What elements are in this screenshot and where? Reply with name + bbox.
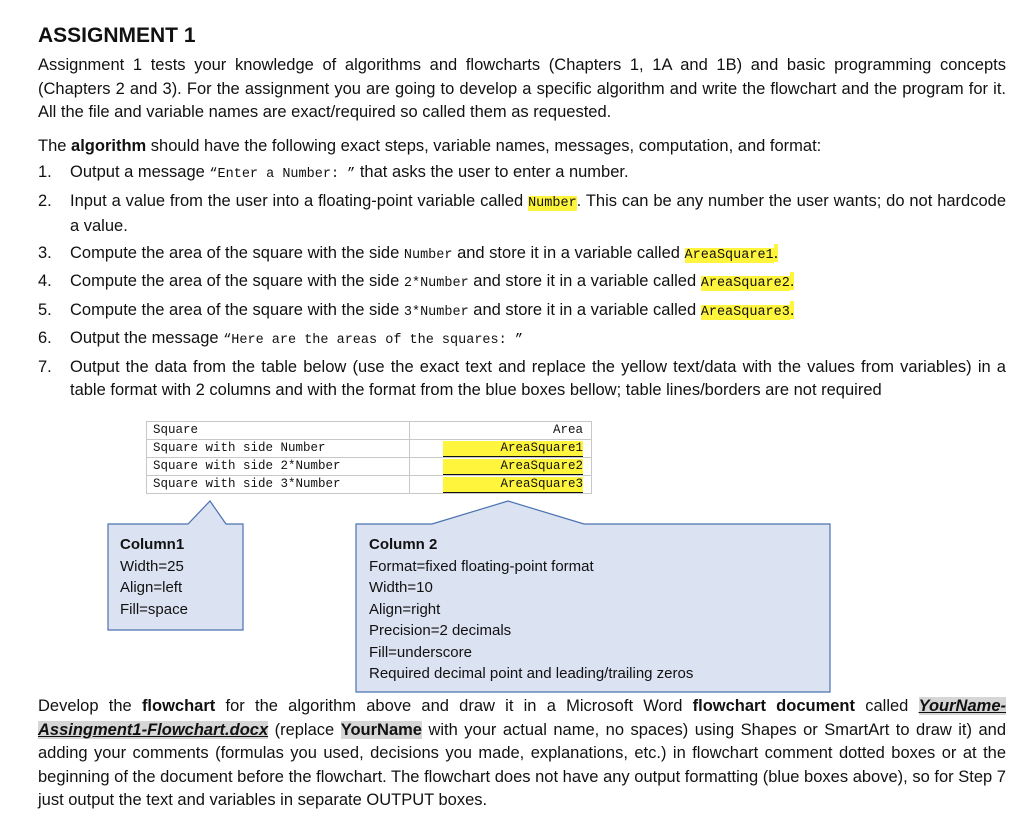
value-placeholder: AreaSquare3: [443, 477, 583, 493]
variable-number-highlight: Number: [528, 195, 577, 211]
table-header-square: Square: [147, 422, 410, 440]
step-number: 2.: [38, 191, 52, 210]
step-code: 3*Number: [403, 304, 469, 320]
column1-line: Fill=space: [120, 600, 188, 618]
table-cell-value: [410, 440, 592, 458]
step-number: 1.: [38, 163, 52, 181]
table-cell-label: Square with side 2*Number: [147, 458, 410, 476]
table-row: [147, 476, 592, 494]
step-code: “Here are the areas of the squares: ”: [223, 333, 523, 348]
step-text: Compute the area of the square with the side: [70, 272, 404, 290]
step-code: “Enter a Number: ”: [209, 167, 356, 182]
step-text: Output a message: [70, 163, 210, 181]
final-text: with your actual name, no spaces) using Shapes or SmartArt to draw it) and adding your comments (formulas you used, decisions you made, explanations, etc.) in flowchart comment dotted boxes or at the beginning of the document before the flowchart. The flowchart does not have any output formatting (blue boxes above), so for Step 7 just output the text and variables in separate OUTPUT boxes.: [38, 720, 1007, 809]
final-bold: flowchart: [141, 697, 216, 715]
column1-title: Column1: [120, 536, 185, 553]
step-number: 7.: [38, 357, 52, 376]
column2-line: Align=right: [369, 600, 441, 618]
variable-areasquare1-highlight: AreaSquare1: [684, 247, 774, 263]
column2-callout-text: [369, 534, 693, 685]
algo-lead-bold: algorithm: [71, 137, 147, 155]
step-code: Number: [403, 247, 453, 263]
algo-lead-post: should have the following exact steps, variable names, messages, computation, and format:: [146, 137, 822, 155]
value-placeholder: AreaSquare1: [443, 441, 583, 457]
step-text: Compute the area of the square with the side: [70, 300, 404, 319]
value-placeholder: AreaSquare2: [443, 459, 583, 475]
table-cell-value: [410, 476, 592, 494]
column2-title: Column 2: [369, 536, 438, 553]
table-cell-value: [410, 458, 592, 476]
step-number: 5.: [38, 300, 52, 319]
filename: YourName-Assingment1-Flowchart.docx: [38, 697, 1006, 739]
column1-line: Align=left: [120, 579, 183, 596]
step-code: 2*Number: [403, 276, 469, 291]
column1-line: Width=25: [120, 557, 184, 575]
variable-areasquare2-highlight: AreaSquare2: [700, 276, 790, 291]
column2-line: Width=10: [369, 579, 433, 596]
step-text: that asks the user to enter a number.: [355, 163, 629, 181]
step-text: Input a value from the user into a floating-point variable called: [70, 191, 529, 210]
step-text: Compute the area of the square with the side: [70, 243, 404, 262]
table-cell-label: Square with side Number: [147, 440, 410, 458]
sample-output-table: [146, 421, 592, 494]
step-text: and store it in a variable called: [452, 243, 685, 262]
intro-paragraph: Assignment 1 tests your knowledge of algorithms and flowcharts (Chapters 1, 1A and 1B) and basic programming concepts (Chapters 2 and 3). For the assignment you are going to develop a specific algorithm and write the flowchart and the program for it. All the file and variable names are exact/required so called them as requested.: [38, 56, 1006, 121]
column1-callout-text: [120, 534, 188, 620]
step-text: Output the message: [70, 329, 224, 347]
final-bold: flowchart document: [692, 697, 856, 715]
step-text: Output the data from the table below (use the exact text and replace the yellow text/data with the values from variables) in a table format with 2 columns and with the format from the blue boxes bellow; table lines/borders are not required: [70, 357, 1006, 399]
column2-line: Format=fixed floating-point format: [369, 557, 594, 575]
column2-line: Fill=underscore: [369, 643, 472, 661]
step-text: . This can be any number the user wants; do not hardcode a value.: [70, 191, 1006, 235]
table-row: [147, 458, 592, 476]
variable-areasquare3-highlight: AreaSquare3: [700, 304, 790, 320]
column2-line: Precision=2 decimals: [369, 622, 512, 639]
final-text: for the algorithm above and draw it in a Microsoft Word: [215, 697, 693, 715]
step-number: 6.: [38, 329, 52, 347]
step-text: .: [789, 272, 795, 290]
table-row: [147, 440, 592, 458]
column2-line: Required decimal point and leading/trailing zeros: [369, 665, 694, 682]
final-text: called: [855, 697, 919, 715]
step-text: and store it in a variable called: [468, 272, 701, 290]
flowchart-instructions: [38, 695, 1006, 813]
step-number: 4.: [38, 272, 52, 290]
final-text: Develop the: [38, 697, 142, 715]
assignment-title: ASSIGNMENT 1: [38, 24, 196, 47]
table-header-area: Area: [410, 422, 592, 440]
step-text: .: [789, 300, 795, 319]
final-text: (replace: [268, 720, 341, 739]
step-text: and store it in a variable called: [468, 300, 701, 319]
algo-lead-pre: The: [38, 137, 72, 155]
step-text: .: [773, 243, 779, 262]
table-header-row: [147, 422, 592, 440]
table-cell-label: Square with side 3*Number: [147, 476, 410, 494]
yourname-placeholder: YourName: [340, 720, 422, 739]
step-number: 3.: [38, 243, 52, 262]
